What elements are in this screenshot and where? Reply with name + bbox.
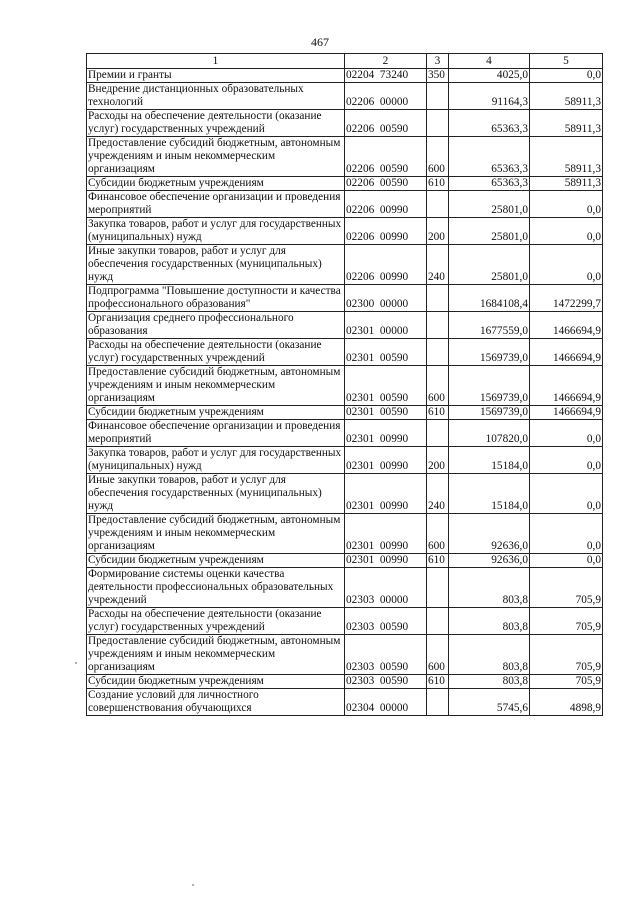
row-value-col5-cell: 0,0 — [530, 474, 603, 514]
row-expense-type-cell — [427, 110, 449, 137]
row-value-col5-cell: 705,9 — [530, 635, 603, 675]
table-row — [87, 83, 603, 110]
table-row — [87, 191, 603, 218]
row-name-cell: Подпрограмма "Повышение доступности и качества профессионального образования" — [87, 285, 345, 312]
row-value-col5-cell: 1472299,7 — [530, 285, 603, 312]
row-name-cell: Создание условий для личностного совершенствования обучающихся — [87, 689, 345, 716]
row-value-col4-cell: 1569739,0 — [449, 366, 530, 406]
row-expense-type-cell: 600 — [427, 366, 449, 406]
row-expense-type-cell: 600 — [427, 635, 449, 675]
row-code-cell: 02303 00590 — [345, 635, 427, 675]
row-value-col5-cell: 1466694,9 — [530, 406, 603, 420]
column-header-2: 2 — [345, 54, 427, 69]
row-name-cell: Предоставление субсидий бюджетным, автономным учреждениям и иным некоммерческим организациям — [87, 514, 345, 554]
row-value-col4-cell: 25801,0 — [449, 218, 530, 245]
row-name-cell: Предоставление субсидий бюджетным, автономным учреждениям и иным некоммерческим организациям — [87, 366, 345, 406]
column-header-3: 3 — [427, 54, 449, 69]
table-row — [87, 689, 603, 716]
row-value-col5-cell: 58911,3 — [530, 110, 603, 137]
row-code-cell: 02301 00990 — [345, 514, 427, 554]
row-value-col5-cell: 0,0 — [530, 218, 603, 245]
table-row — [87, 474, 603, 514]
row-value-col4-cell: 92636,0 — [449, 514, 530, 554]
row-name-cell: Расходы на обеспечение деятельности (оказание услуг) государственных учреждений — [87, 608, 345, 635]
row-expense-type-cell: 610 — [427, 675, 449, 689]
row-value-col5-cell: 705,9 — [530, 568, 603, 608]
row-value-col5-cell: 0,0 — [530, 514, 603, 554]
row-name-cell: Финансовое обеспечение организации и проведения мероприятий — [87, 191, 345, 218]
row-name-cell: Субсидии бюджетным учреждениям — [87, 675, 345, 689]
row-value-col5-cell: 0,0 — [530, 554, 603, 568]
row-code-cell: 02301 00990 — [345, 420, 427, 447]
row-name-cell: Финансовое обеспечение организации и проведения мероприятий — [87, 420, 345, 447]
row-value-col5-cell: 0,0 — [530, 447, 603, 474]
table-row — [87, 675, 603, 689]
row-value-col4-cell: 15184,0 — [449, 474, 530, 514]
table-row — [87, 406, 603, 420]
table-row — [87, 514, 603, 554]
column-header-1: 1 — [87, 54, 345, 69]
row-code-cell: 02301 00590 — [345, 339, 427, 366]
row-name-cell: Субсидии бюджетным учреждениям — [87, 406, 345, 420]
table-row — [87, 554, 603, 568]
row-name-cell: Закупка товаров, работ и услуг для государственных (муниципальных) нужд — [87, 218, 345, 245]
row-value-col4-cell: 803,8 — [449, 608, 530, 635]
row-code-cell: 02301 00990 — [345, 554, 427, 568]
row-expense-type-cell: 610 — [427, 177, 449, 191]
row-code-cell: 02303 00000 — [345, 568, 427, 608]
row-name-cell: Закупка товаров, работ и услуг для государственных (муниципальных) нужд — [87, 447, 345, 474]
row-value-col4-cell: 803,8 — [449, 635, 530, 675]
row-expense-type-cell: 200 — [427, 218, 449, 245]
row-name-cell: Субсидии бюджетным учреждениям — [87, 554, 345, 568]
row-value-col5-cell: 1466694,9 — [530, 312, 603, 339]
row-value-col4-cell: 4025,0 — [449, 69, 530, 83]
row-value-col5-cell: 0,0 — [530, 245, 603, 285]
header-row — [87, 54, 603, 69]
table-row — [87, 635, 603, 675]
row-name-cell: Организация среднего профессионального образования — [87, 312, 345, 339]
row-value-col4-cell: 1677559,0 — [449, 312, 530, 339]
table-row — [87, 177, 603, 191]
row-code-cell: 02206 00000 — [345, 83, 427, 110]
row-value-col4-cell: 25801,0 — [449, 191, 530, 218]
budget-table — [86, 53, 603, 716]
table-row — [87, 366, 603, 406]
row-name-cell: Формирование системы оценки качества деятельности профессиональных образовательных учреждений — [87, 568, 345, 608]
row-value-col4-cell: 1569739,0 — [449, 339, 530, 366]
row-name-cell: Предоставление субсидий бюджетным, автономным учреждениям и иным некоммерческим организациям — [87, 137, 345, 177]
row-code-cell: 02301 00990 — [345, 474, 427, 514]
row-value-col4-cell: 15184,0 — [449, 447, 530, 474]
row-value-col5-cell: 1466694,9 — [530, 339, 603, 366]
row-code-cell: 02206 00590 — [345, 110, 427, 137]
table-row — [87, 245, 603, 285]
row-value-col4-cell: 1569739,0 — [449, 406, 530, 420]
row-code-cell: 02206 00590 — [345, 137, 427, 177]
row-value-col5-cell: 705,9 — [530, 608, 603, 635]
row-code-cell: 02303 00590 — [345, 608, 427, 635]
table-row — [87, 218, 603, 245]
row-name-cell: Расходы на обеспечение деятельности (оказание услуг) государственных учреждений — [87, 339, 345, 366]
row-code-cell: 02206 00990 — [345, 191, 427, 218]
row-code-cell: 02204 73240 — [345, 69, 427, 83]
row-value-col5-cell: 58911,3 — [530, 137, 603, 177]
row-value-col5-cell: 58911,3 — [530, 177, 603, 191]
row-code-cell: 02304 00000 — [345, 689, 427, 716]
row-expense-type-cell — [427, 312, 449, 339]
row-code-cell: 02300 00000 — [345, 285, 427, 312]
row-expense-type-cell — [427, 339, 449, 366]
column-header-5: 5 — [530, 54, 603, 69]
scan-artifact — [75, 662, 77, 664]
row-code-cell: 02301 00590 — [345, 406, 427, 420]
row-expense-type-cell: 350 — [427, 69, 449, 83]
table-row — [87, 110, 603, 137]
scan-artifact — [192, 884, 194, 886]
row-code-cell: 02206 00990 — [345, 245, 427, 285]
row-name-cell: Расходы на обеспечение деятельности (оказание услуг) государственных учреждений — [87, 110, 345, 137]
row-value-col5-cell: 4898,9 — [530, 689, 603, 716]
row-expense-type-cell: 610 — [427, 406, 449, 420]
row-name-cell: Премии и гранты — [87, 69, 345, 83]
table-row — [87, 339, 603, 366]
row-value-col5-cell: 0,0 — [530, 69, 603, 83]
row-value-col4-cell: 91164,3 — [449, 83, 530, 110]
column-header-4: 4 — [449, 54, 530, 69]
row-expense-type-cell — [427, 285, 449, 312]
row-value-col5-cell: 58911,3 — [530, 83, 603, 110]
row-value-col4-cell: 803,8 — [449, 568, 530, 608]
row-expense-type-cell: 600 — [427, 514, 449, 554]
table-row — [87, 69, 603, 83]
row-value-col4-cell: 1684108,4 — [449, 285, 530, 312]
table-row — [87, 447, 603, 474]
row-name-cell: Предоставление субсидий бюджетным, автономным учреждениям и иным некоммерческим организациям — [87, 635, 345, 675]
table-row — [87, 608, 603, 635]
row-expense-type-cell — [427, 568, 449, 608]
row-code-cell: 02206 00590 — [345, 177, 427, 191]
page-number: 467 — [311, 35, 329, 49]
row-value-col5-cell: 0,0 — [530, 420, 603, 447]
row-expense-type-cell: 610 — [427, 554, 449, 568]
row-expense-type-cell: 200 — [427, 447, 449, 474]
row-name-cell: Внедрение дистанционных образовательных технологий — [87, 83, 345, 110]
row-value-col4-cell: 25801,0 — [449, 245, 530, 285]
row-value-col4-cell: 92636,0 — [449, 554, 530, 568]
row-code-cell: 02301 00000 — [345, 312, 427, 339]
row-code-cell: 02206 00990 — [345, 218, 427, 245]
row-expense-type-cell: 600 — [427, 137, 449, 177]
row-expense-type-cell — [427, 83, 449, 110]
row-value-col4-cell: 65363,3 — [449, 110, 530, 137]
row-value-col5-cell: 705,9 — [530, 675, 603, 689]
row-name-cell: Иные закупки товаров, работ и услуг для обеспечения государственных (муниципальных) нужд — [87, 474, 345, 514]
row-expense-type-cell — [427, 608, 449, 635]
row-name-cell: Иные закупки товаров, работ и услуг для обеспечения государственных (муниципальных) нужд — [87, 245, 345, 285]
row-value-col4-cell: 803,8 — [449, 675, 530, 689]
table-row — [87, 312, 603, 339]
row-value-col4-cell: 65363,3 — [449, 177, 530, 191]
row-value-col4-cell: 5745,6 — [449, 689, 530, 716]
table-row — [87, 137, 603, 177]
row-value-col4-cell: 107820,0 — [449, 420, 530, 447]
row-expense-type-cell: 240 — [427, 245, 449, 285]
row-expense-type-cell: 240 — [427, 474, 449, 514]
row-code-cell: 02303 00590 — [345, 675, 427, 689]
row-code-cell: 02301 00590 — [345, 366, 427, 406]
table-row — [87, 568, 603, 608]
row-value-col5-cell: 1466694,9 — [530, 366, 603, 406]
row-expense-type-cell — [427, 689, 449, 716]
row-expense-type-cell — [427, 420, 449, 447]
row-value-col5-cell: 0,0 — [530, 191, 603, 218]
row-expense-type-cell — [427, 191, 449, 218]
table-row — [87, 420, 603, 447]
row-value-col4-cell: 65363,3 — [449, 137, 530, 177]
row-code-cell: 02301 00990 — [345, 447, 427, 474]
row-name-cell: Субсидии бюджетным учреждениям — [87, 177, 345, 191]
table-row — [87, 285, 603, 312]
